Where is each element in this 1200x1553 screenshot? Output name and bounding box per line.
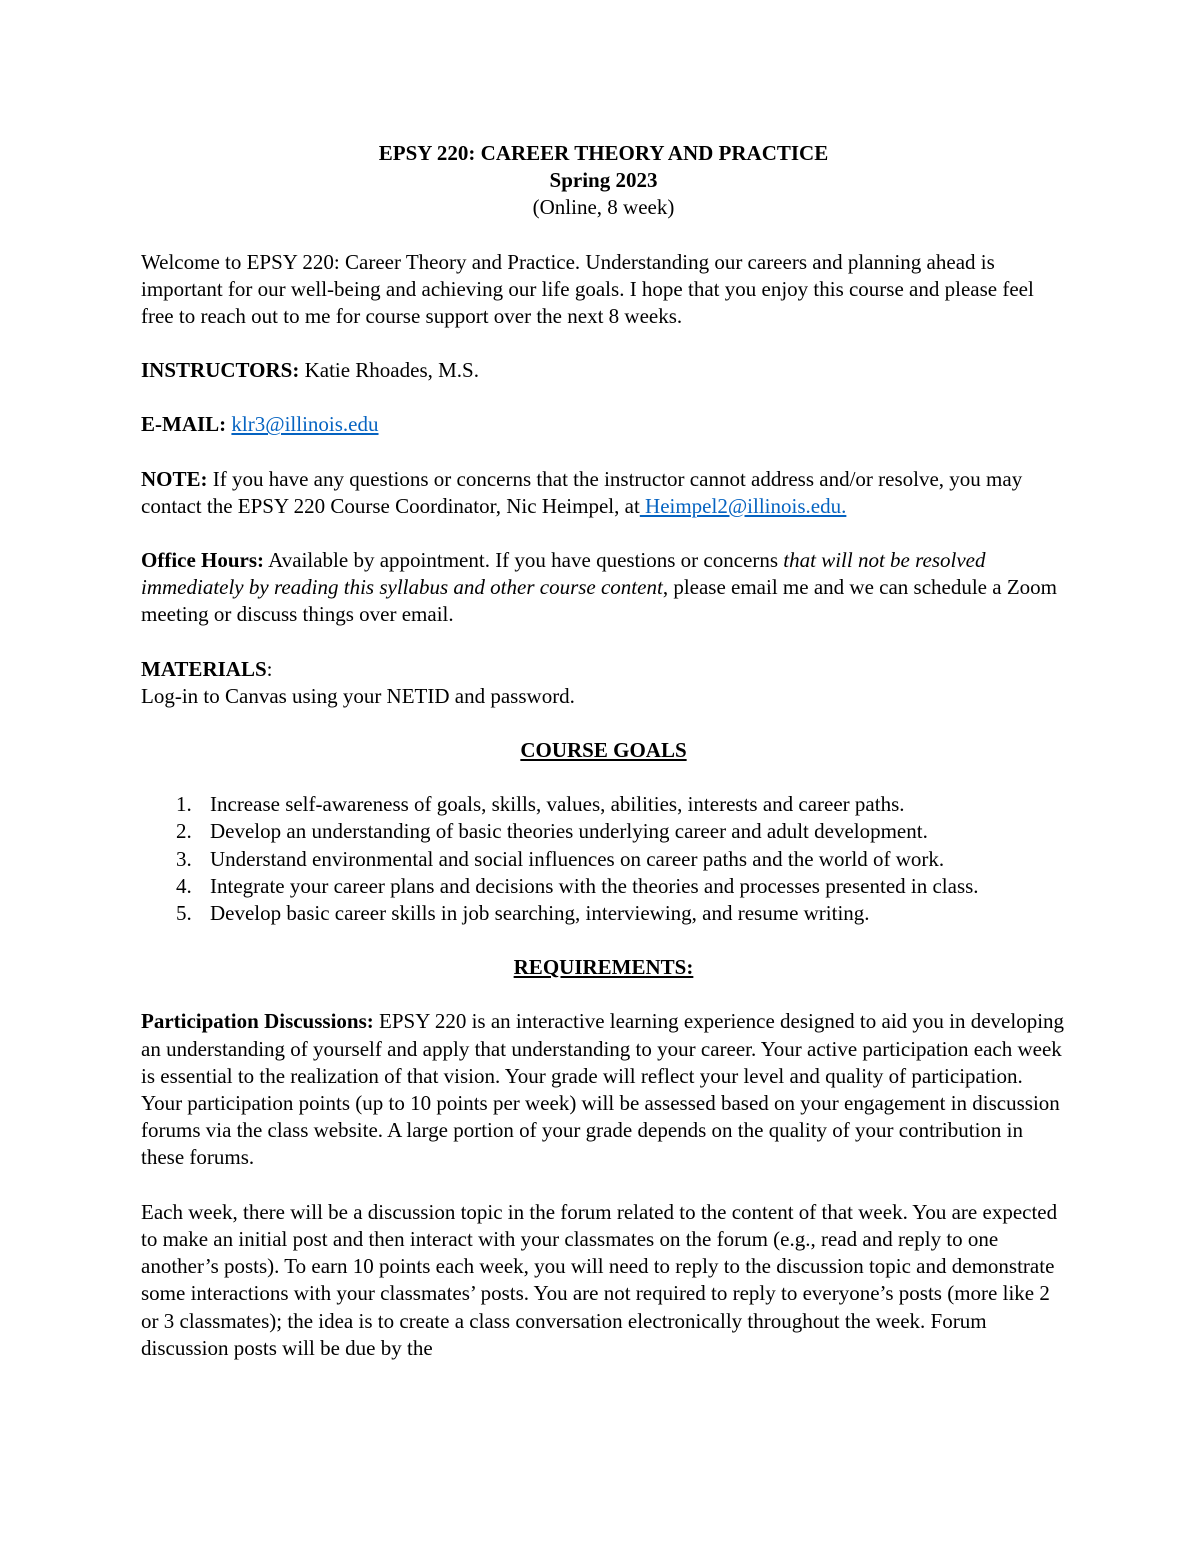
list-item (141, 900, 1066, 927)
course-title: EPSY 220: CAREER THEORY AND PRACTICE (378, 141, 829, 165)
list-item-number: 2. (176, 819, 192, 844)
list-item-text: Understand environmental and social influences on career paths and the world of work. (210, 846, 945, 871)
office-hours-text-after: , please email me and we can schedule a Zoom meeting or discuss things over email. (141, 575, 1057, 627)
note-label: NOTE: (141, 466, 208, 491)
instructors-label: INSTRUCTORS: (141, 358, 300, 383)
office-hours-text-before: Available by appointment. If you have questions or concerns (264, 548, 784, 573)
course-goals-heading: COURSE GOALS (520, 738, 687, 763)
welcome-paragraph: Welcome to EPSY 220: Career Theory and Practice. Understanding our careers and planning ahead is important for our well-being and achieving our life goals. I hope that you enjoy this course and please feel free to reach out to me for course support over the next 8 weeks. (141, 249, 1034, 329)
participation-label: Participation Discussions: (141, 1009, 374, 1034)
requirements-heading: REQUIREMENTS: (513, 955, 694, 980)
list-item (141, 791, 1066, 818)
email-line (141, 411, 1066, 438)
list-item-number: 3. (176, 846, 192, 871)
course-term: Spring 2023 (549, 168, 658, 193)
course-format: (Online, 8 week) (532, 195, 675, 220)
weekly-discussion-paragraph: Each week, there will be a discussion topic in the forum related to the content of that week. You are expected to make an initial post and then interact with your classmates on the forum (e.g., read and reply to one another’s posts). To earn 10 points each week, you will need to reply to the discussion topic and demonstrate some interactions with your classmates’ posts. You are not required to reply to everyone’s posts (more like 2 or 3 classmates); the idea is to create a class conversation electronically throughout the week. Forum discussion posts will be due by the (141, 1199, 1058, 1360)
instructor-email-link[interactable]: klr3@illinois.edu (231, 412, 379, 437)
list-item (141, 846, 1066, 873)
list-item-text: Integrate your career plans and decisions with the theories and processes presented in class. (210, 873, 979, 898)
instructors-line (141, 357, 1066, 384)
list-item-number: 5. (176, 901, 192, 926)
list-item (141, 818, 1066, 845)
syllabus-page (141, 140, 1066, 1362)
instructors-value: Katie Rhoades, M.S. (299, 358, 479, 383)
participation-paragraph (141, 1008, 1066, 1171)
materials-text: Log-in to Canvas using your NETID and password. (141, 683, 575, 708)
list-item-text: Develop basic career skills in job searching, interviewing, and resume writing. (210, 901, 870, 926)
materials-label: MATERIALS (141, 656, 267, 681)
office-hours-italic: that will not be resolved immediately by reading this syllabus and other course content (141, 548, 986, 600)
list-item-number: 4. (176, 873, 192, 898)
materials-heading (141, 656, 1066, 683)
coordinator-email-link[interactable]: Heimpel2@illinois.edu. (639, 493, 847, 518)
office-hours-paragraph (141, 547, 1066, 629)
list-item-text: Develop an understanding of basic theories underlying career and adult development. (210, 819, 928, 844)
note-paragraph (141, 466, 1066, 520)
materials-colon: : (266, 656, 273, 681)
participation-text: EPSY 220 is an interactive learning experience designed to aid you in developing an understanding of yourself and apply that understanding to your career. Your active participation each week is essential to the realization of that vision. Your grade will reflect your level and quality of participation. Your participation points (up to 10 points per week) will be assessed based on your engagement in discussion forums via the class website. A large portion of your grade depends on the quality of your contribution in these forums. (141, 1009, 1065, 1170)
course-goals-list (141, 791, 1066, 927)
note-text: If you have any questions or concerns that the instructor cannot address and/or resolve, you may contact the EPSY 220 Course Coordinator, Nic Heimpel, at (141, 466, 1023, 518)
list-item-number: 1. (176, 792, 192, 817)
list-item-text: Increase self-awareness of goals, skills, values, abilities, interests and career paths. (210, 792, 905, 817)
office-hours-label: Office Hours: (141, 548, 265, 573)
list-item (141, 873, 1066, 900)
email-label: E-MAIL: (141, 412, 227, 437)
